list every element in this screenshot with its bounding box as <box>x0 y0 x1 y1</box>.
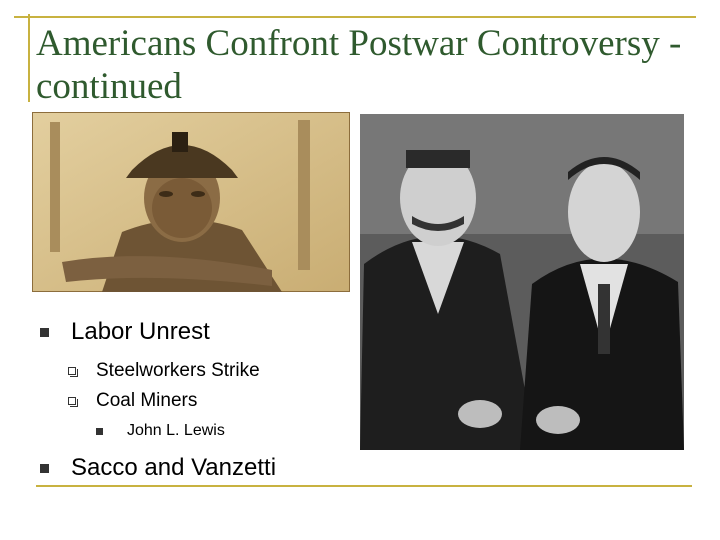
hollow-square-bullet-icon <box>68 367 76 375</box>
list-item <box>68 360 260 382</box>
square-bullet-icon <box>96 428 103 435</box>
list-item <box>40 318 210 346</box>
hollow-square-bullet-icon <box>68 397 76 405</box>
accent-rule-top <box>14 16 696 18</box>
list-item <box>40 454 276 482</box>
bullet-text: Labor Unrest <box>71 318 210 345</box>
list-item <box>68 390 197 412</box>
bullet-text: Steelworkers Strike <box>96 360 260 381</box>
accent-rule-vertical <box>28 14 30 102</box>
list-item <box>96 422 225 440</box>
slide-title: Americans Confront Postwar Controversy - continued <box>36 23 682 107</box>
square-bullet-icon <box>40 328 49 337</box>
accent-rule-bottom <box>36 485 692 487</box>
coal-miner-photo <box>32 112 350 292</box>
sacco-vanzetti-photo <box>360 114 684 450</box>
square-bullet-icon <box>40 464 49 473</box>
bullet-text: Coal Miners <box>96 390 198 411</box>
bullet-text: John L. Lewis <box>127 422 225 439</box>
bullet-text: Sacco and Vanzetti <box>71 454 277 481</box>
